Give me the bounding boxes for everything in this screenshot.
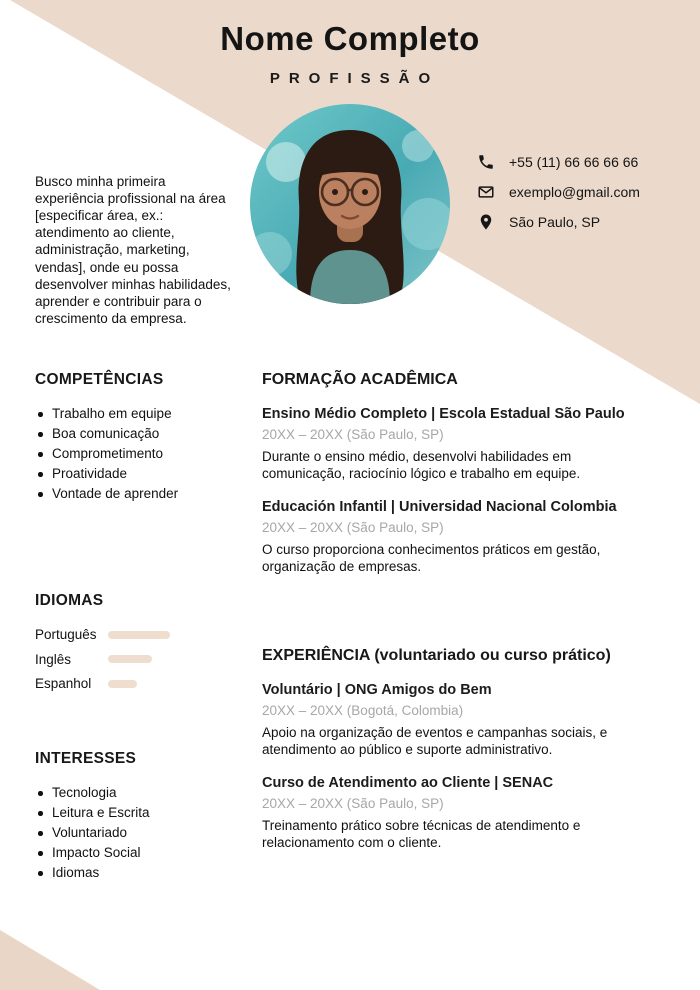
list-item: Boa comunicação	[35, 424, 253, 444]
competencias-list	[35, 404, 253, 504]
language-row	[35, 676, 253, 691]
section-competencias	[35, 371, 253, 504]
language-label: Espanhol	[35, 676, 92, 691]
interesses-title: INTERESSES	[35, 750, 137, 767]
language-row	[35, 627, 253, 642]
profile-photo	[250, 104, 450, 304]
list-item: Comprometimento	[35, 444, 253, 464]
education-entry	[262, 406, 677, 482]
list-item: Trabalho em equipe	[35, 404, 253, 424]
interesses-list	[35, 783, 253, 883]
email-address: exemplo@gmail.com	[509, 183, 640, 200]
contact-email-row	[477, 182, 640, 201]
profession-subtitle: PROFISSÃO	[269, 70, 440, 87]
location-pin-icon	[477, 213, 495, 231]
education-entry	[262, 499, 677, 575]
profile-photo-placeholder	[250, 104, 450, 304]
entry-date: 20XX – 20XX (São Paulo, SP)	[262, 427, 444, 442]
experience-entry	[262, 682, 677, 758]
language-level-bar	[108, 631, 170, 639]
entry-description: Treinamento prático sobre técnicas de atendimento e relacionamento com o cliente.	[262, 818, 581, 850]
list-item: Proatividade	[35, 464, 253, 484]
experiencia-title	[262, 647, 682, 665]
formacao-title: FORMAÇÃO ACADÊMICA	[262, 371, 458, 388]
full-name: Nome Completo	[220, 20, 480, 57]
entry-title: Curso de Atendimento ao Cliente | SENAC	[262, 775, 554, 791]
entry-date: 20XX – 20XX (Bogotá, Colombia)	[262, 703, 464, 718]
contact-location-row	[477, 212, 640, 231]
language-level-bar	[108, 655, 152, 663]
language-row	[35, 652, 253, 667]
competencias-title: COMPETÊNCIAS	[35, 371, 164, 388]
email-icon	[477, 183, 495, 201]
language-level-bar	[108, 680, 137, 688]
location-text: São Paulo, SP	[509, 213, 601, 230]
list-item: Vontade de aprender	[35, 484, 253, 504]
contact-block	[477, 152, 640, 242]
section-formacao	[262, 371, 682, 575]
entry-description: Durante o ensino médio, desenvolvi habilidades em comunicação, raciocínio lógico e trabalho em equipe.	[262, 449, 581, 481]
objective-text: Busco minha primeira experiência profissional na área [especificar área, ex.: atendimento ao cliente, administração, marketing, vendas], onde eu possa desenvolver minhas habilidades, aprender e contribuir para o crescimento da empresa.	[35, 173, 231, 327]
list-item: Idiomas	[35, 863, 253, 883]
list-item: Impacto Social	[35, 843, 253, 863]
list-item: Tecnologia	[35, 783, 253, 803]
entry-title: Educación Infantil | Universidad Nacional Colombia	[262, 499, 617, 515]
phone-number: +55 (11) 66 66 66 66	[509, 153, 639, 170]
section-experiencia	[262, 647, 682, 851]
experience-entry	[262, 775, 677, 851]
entry-title: Ensino Médio Completo | Escola Estadual São Paulo	[262, 406, 625, 422]
contact-phone-row	[477, 152, 640, 171]
list-item: Leitura e Escrita	[35, 803, 253, 823]
entry-date: 20XX – 20XX (São Paulo, SP)	[262, 796, 444, 811]
section-idiomas	[35, 592, 253, 701]
idiomas-title: IDIOMAS	[35, 592, 104, 609]
phone-icon	[477, 153, 495, 171]
experiencia-title-suffix: (voluntariado ou curso prático)	[369, 647, 611, 664]
header	[0, 20, 700, 87]
entry-date: 20XX – 20XX (São Paulo, SP)	[262, 520, 444, 535]
entry-description: O curso proporciona conhecimentos práticos em gestão, organização de empresas.	[262, 542, 601, 574]
experiencia-title-main: EXPERIÊNCIA	[262, 647, 370, 664]
entry-title: Voluntário | ONG Amigos do Bem	[262, 682, 492, 698]
language-rows	[35, 627, 253, 691]
language-label: Português	[35, 627, 97, 642]
language-label: Inglês	[35, 651, 72, 667]
entry-description: Apoio na organização de eventos e campanhas sociais, e atendimento ao público e suporte administrativo.	[262, 725, 608, 757]
section-interesses	[35, 750, 253, 883]
list-item: Voluntariado	[35, 823, 253, 843]
